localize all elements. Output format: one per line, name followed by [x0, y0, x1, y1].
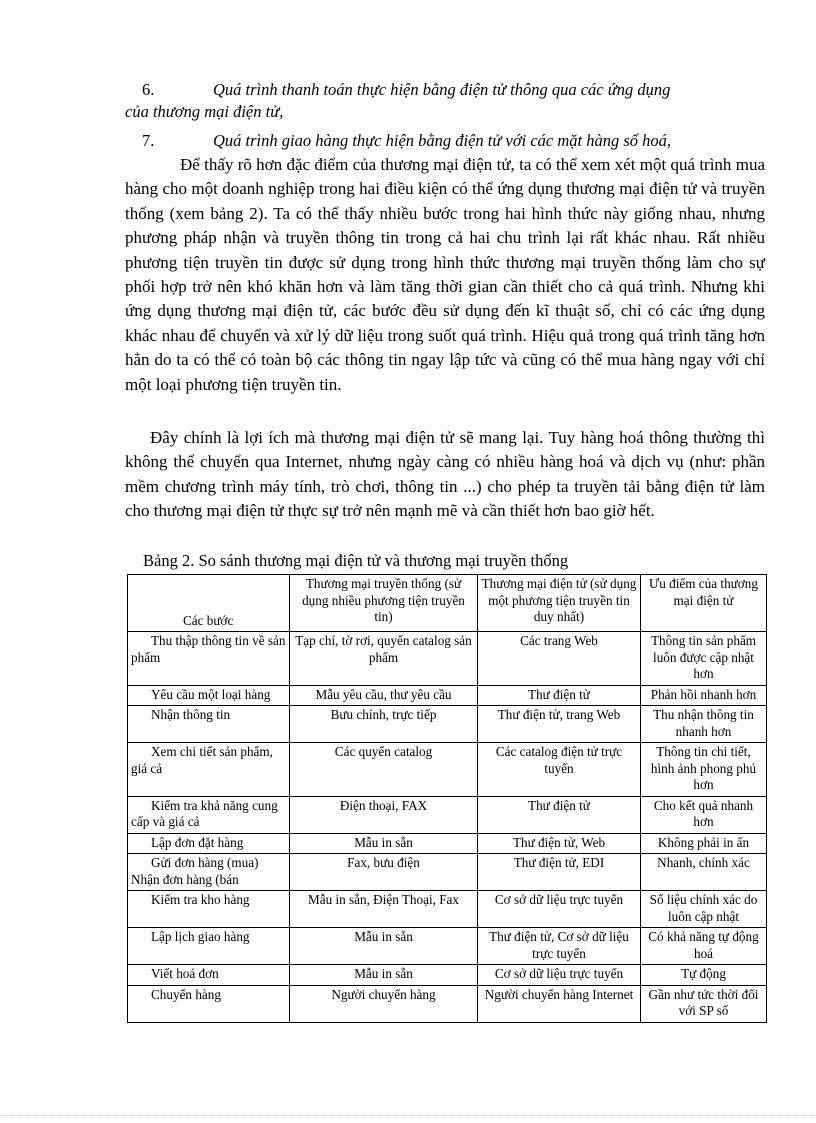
- table-cell: Mẫu in sẵn: [290, 833, 478, 854]
- step-label: Lập lịch giao hàng: [151, 929, 250, 944]
- table-cell: [128, 796, 290, 833]
- table-cell: Cho kết quả nhanh hơn: [641, 796, 767, 833]
- table-row: [128, 928, 767, 965]
- table-cell: [128, 632, 290, 686]
- body-paragraph: Đây chính là lợi ích mà thương mại điện tử sẽ mang lại. Tuy hàng hoá thông thường thì không thể chuyển qua Internet, nhưng ngày càng có nhiều hàng hoá và dịch vụ (như: phần mềm chương trình máy tính, trò chơi, thông tin ...) cho phép ta truyền tải bằng điện tử làm cho thương mại điện tử thực sự trở nên mạnh mẽ và cần thiết hơn bao giờ hết.: [125, 428, 765, 521]
- table-row: [128, 685, 767, 706]
- table-cell: Fax, bưu điện: [290, 854, 478, 891]
- table-cell: [128, 965, 290, 986]
- table-cell: Điện thoại, FAX: [290, 796, 478, 833]
- header-cell: Ưu điểm của thương mại điện tử: [641, 575, 767, 632]
- header-cell: Các bước: [128, 575, 290, 632]
- table-cell: Các trang Web: [478, 632, 641, 686]
- table-cell: [128, 854, 290, 891]
- step-label: Kiểm tra kho hàng: [151, 892, 250, 907]
- table-row: [128, 743, 767, 797]
- table-cell: Cơ sở dữ liệu trực tuyến: [478, 891, 641, 928]
- table-cell: Thư điện tử: [478, 685, 641, 706]
- table-cell: Thông tin chi tiết, hình ảnh phong phú hơn: [641, 743, 767, 797]
- table-cell: Có khả năng tự động hoá: [641, 928, 767, 965]
- list-number: 7.: [142, 131, 155, 150]
- table-cell: [128, 891, 290, 928]
- table-cell: Thư điện tử, EDI: [478, 854, 641, 891]
- table-row: [128, 985, 767, 1022]
- step-label: Chuyển hàng: [151, 986, 221, 1002]
- table-cell: Các quyển catalog: [290, 743, 478, 797]
- table-cell: [128, 685, 290, 706]
- table-cell: Thư điện tử, Web: [478, 833, 641, 854]
- table-cell: Tạp chí, tờ rơi, quyển catalog sản phẩm: [290, 632, 478, 686]
- table-cell: Không phải in ấn: [641, 833, 767, 854]
- table-cell: Tự động: [641, 965, 767, 986]
- page-bottom-rule: [0, 1115, 816, 1116]
- table-row: [128, 891, 767, 928]
- header-cell: Thương mại điện tử (sử dụng một phương tiện truyền tin duy nhất): [478, 575, 641, 632]
- step-label: Thu thập thông tin về sản phẩm: [131, 633, 286, 665]
- step-label: Viết hoá đơn: [151, 966, 219, 981]
- list-number: 6.: [142, 80, 155, 99]
- step-label: Gửi đơn hàng (mua) Nhận đơn hàng (bán: [131, 855, 259, 887]
- table-cell: Bưu chính, trực tiếp: [290, 706, 478, 743]
- table-cell: Các catalog điện tử trực tuyến: [478, 743, 641, 797]
- table-cell: [128, 706, 290, 743]
- table-cell: Mẫu in sẵn: [290, 965, 478, 986]
- table-row: [128, 833, 767, 854]
- table-row: [128, 706, 767, 743]
- table-row: [128, 854, 767, 891]
- table-cell: Thư điện tử, Cơ sở dữ liệu trực tuyến: [478, 928, 641, 965]
- table-cell: Thư điện tử, trang Web: [478, 706, 641, 743]
- step-label: Lập đơn đặt hàng: [151, 834, 244, 850]
- table-cell: [128, 985, 290, 1022]
- table-cell: Cơ sở dữ liệu trực tuyến: [478, 965, 641, 986]
- body-paragraph: Để thấy rõ hơn đặc điểm của thương mại điện tử, ta có thể xem xét một quá trình mua hàng cho một doanh nghiệp trong hai điều kiện có thể ứng dụng thương mại điện tử và truyền thống (xem bảng 2). Ta có thể thấy nhiều bước trong hai hình thức này giống nhau, nhưng phương pháp nhận và truyền thông tin trong cả hai chu trình lại rất khác nhau. Rất nhiều phương tiện truyền tin được sử dụng trong hình thức thương mại truyền thống làm cho sự phối hợp trở nên khó khăn hơn và làm tăng thời gian cần thiết cho cả quá trình. Nhưng khi ứng dụng thương mại điện tử, các bước đều sử dụng đến kĩ thuật số, chỉ có các ứng dụng khác nhau để chuyển và xử lý dữ liệu trong suốt quá trình. Hiệu quả trong quá trình tăng hơn hẳn do ta có thể có toàn bộ các thông tin ngay lập tức và cũng có thể mua hàng ngay với chỉ một loại phương tiện truyền tin.: [125, 155, 765, 394]
- table-cell: Người chuyển hàng: [290, 985, 478, 1022]
- table-cell: [128, 743, 290, 797]
- table-cell: Thông tin sản phẩm luôn được cập nhật hơn: [641, 632, 767, 686]
- table-row: [128, 796, 767, 833]
- table-cell: Mẫu yêu cầu, thư yêu cầu: [290, 685, 478, 706]
- list-text-line: Quá trình giao hàng thực hiện bằng điện tử với các mặt hàng số hoá,: [213, 131, 672, 150]
- table-row: [128, 965, 767, 986]
- table-cell: Phản hồi nhanh hơn: [641, 685, 767, 706]
- step-label: Xem chi tiết sản phẩm, giá cả: [131, 744, 273, 776]
- table-header-row: [128, 575, 767, 632]
- table-row: [128, 632, 767, 686]
- table-caption: Bảng 2. So sánh thương mại điện tử và thương mại truyền thống: [143, 551, 569, 570]
- table-cell: Thư điện tử: [478, 796, 641, 833]
- table-cell: Gần như tức thời đối với SP số: [641, 985, 767, 1022]
- table-cell: Nhanh, chính xác: [641, 854, 767, 891]
- table-cell: Mẫu in sẵn: [290, 928, 478, 965]
- step-label: Kiểm tra khả năng cung cấp và giá cả: [131, 797, 278, 829]
- table-cell: Số liệu chính xác do luôn cập nhật: [641, 891, 767, 928]
- list-text-line: của thương mại điện tử,: [125, 102, 284, 121]
- table-cell: Mẫu in sẵn, Điện Thoại, Fax: [290, 891, 478, 928]
- list-text-line: Quá trình thanh toán thực hiện bằng điện tử thông qua các ứng dụng: [213, 80, 671, 99]
- table-cell: Người chuyển hàng Internet: [478, 985, 641, 1022]
- table-cell: Thu nhận thông tin nhanh hơn: [641, 706, 767, 743]
- table-cell: [128, 833, 290, 854]
- table-cell: [128, 928, 290, 965]
- step-label: Nhận thông tin: [151, 707, 231, 722]
- step-label: Yêu cầu một loại hàng: [151, 686, 271, 702]
- comparison-table: [127, 574, 767, 1023]
- header-cell: Thương mại truyền thống (sử dụng nhiều phương tiện truyền tin): [290, 575, 478, 632]
